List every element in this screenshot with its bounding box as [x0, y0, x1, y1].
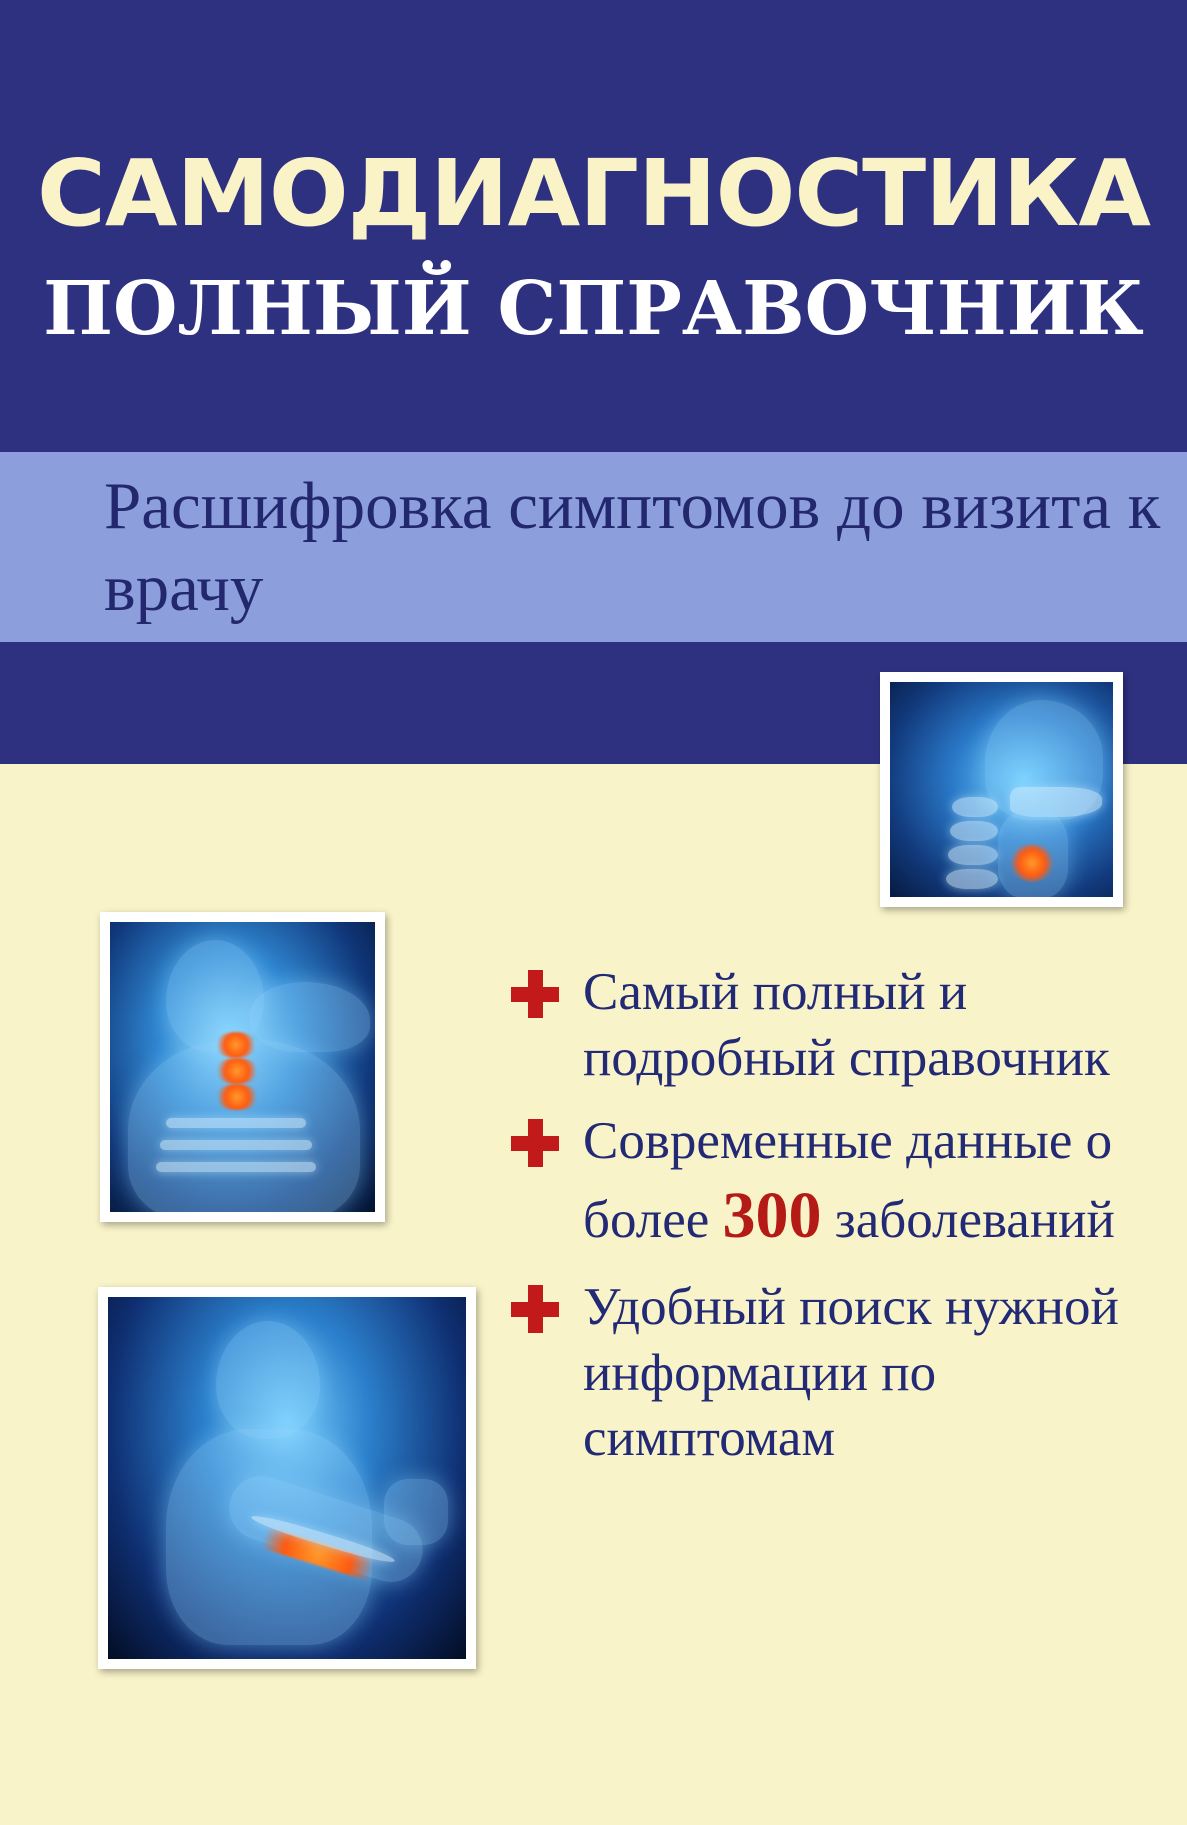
- vertebra: [946, 869, 998, 889]
- red-cross-icon: [511, 1119, 559, 1167]
- fist-shape: [384, 1479, 448, 1545]
- rib-bone: [160, 1140, 312, 1150]
- vertebra: [952, 797, 998, 817]
- list-item: [505, 960, 1145, 1091]
- feature-list: [505, 960, 1145, 1490]
- list-item-text: Самый полный и подробный справочник: [583, 963, 1110, 1087]
- list-item: [505, 1275, 1145, 1472]
- disease-count: 300: [722, 1179, 822, 1253]
- rib-bone: [156, 1162, 316, 1172]
- red-cross-icon: [511, 970, 559, 1018]
- cervical-spine-photo: [100, 912, 385, 1222]
- neck-xray-photo: [880, 672, 1123, 907]
- forearm-xray-photo: [98, 1287, 476, 1669]
- vertebra: [950, 821, 998, 841]
- tagline-text: Расшифровка симптомов до визита к врачу: [104, 469, 1161, 625]
- page-subtitle: ПОЛНЫЙ СПРАВОЧНИК: [43, 266, 1144, 352]
- pain-highlight: [214, 1084, 260, 1110]
- vertebra: [948, 845, 998, 865]
- list-item-text-after: заболеваний: [821, 1191, 1115, 1250]
- head-shape: [216, 1321, 320, 1439]
- list-item-text: Современные данные о более: [583, 1112, 1113, 1250]
- list-item-text: Удобный поиск нужной информации по симптомам: [583, 1277, 1119, 1468]
- rib-bone: [166, 1118, 306, 1128]
- list-item: [505, 1109, 1145, 1257]
- page-title: САМОДИАГНОСТИКА: [37, 140, 1150, 247]
- pain-highlight: [1010, 844, 1054, 882]
- pain-highlight: [214, 1058, 260, 1084]
- pain-highlight: [214, 1032, 258, 1058]
- red-cross-icon: [511, 1285, 559, 1333]
- title-block: [0, 0, 1187, 522]
